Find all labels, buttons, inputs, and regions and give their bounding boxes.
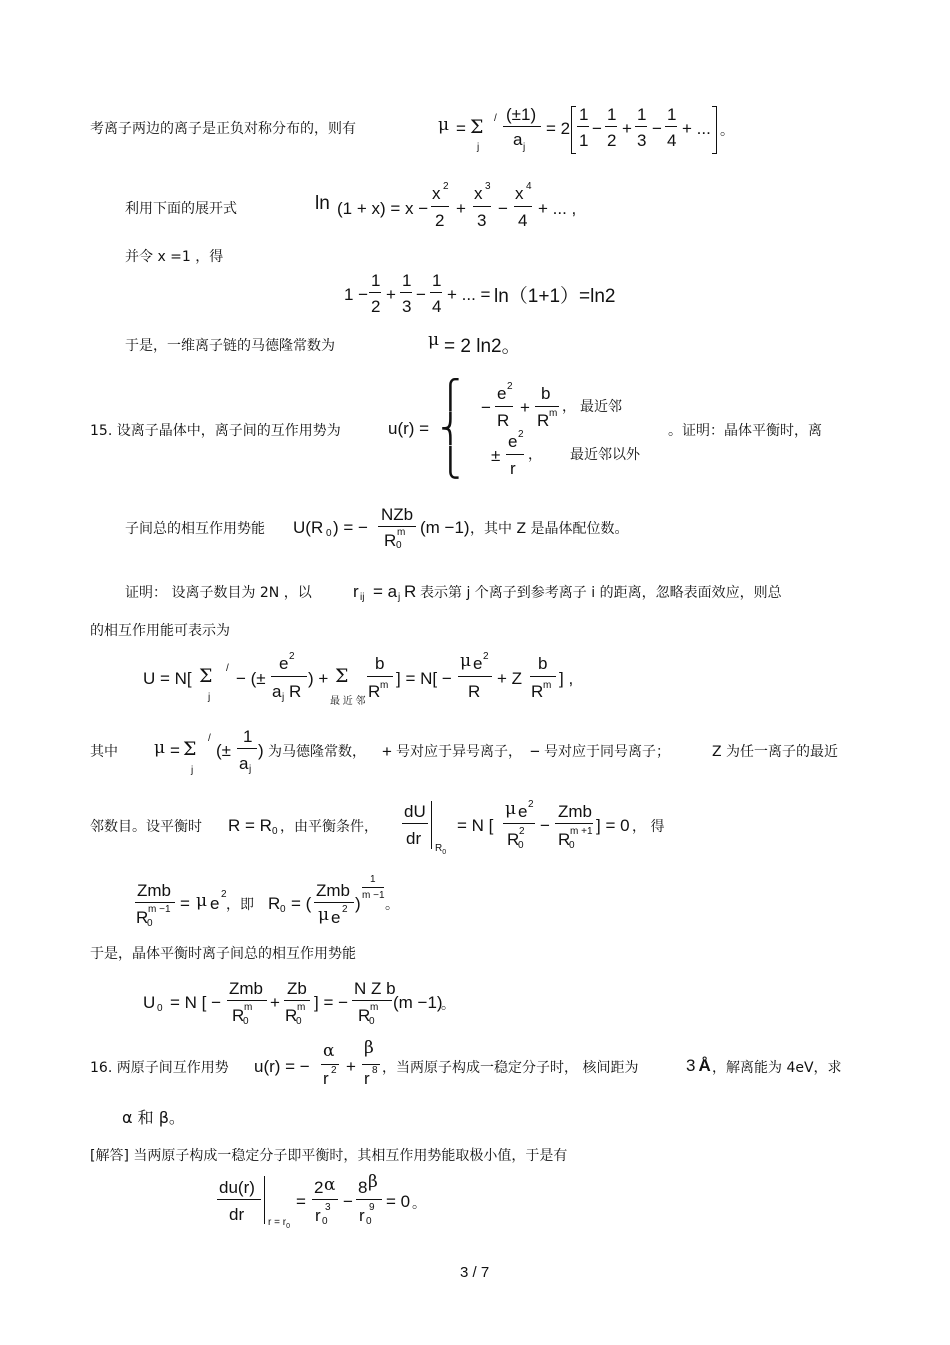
- equilibrium-line-1c: ， 得: [632, 819, 665, 835]
- problem-16-mid: ，当两原子构成一稳定分子时， 核间距为: [382, 1060, 639, 1076]
- equilibrium-line-1: 邻数目。设平衡时: [90, 819, 202, 835]
- answer-label: [解答] 当两原子构成一稳定分子即平衡时，其相互作用势能取极小值，于是有: [90, 1148, 568, 1164]
- proof-line-1: 证明： 设离子数目为 2N ，以: [125, 585, 312, 601]
- problem-16-tail: ，解离能为 4eV，求: [712, 1060, 842, 1076]
- result-intro: 于是，晶体平衡时离子间总的相互作用势能: [90, 946, 356, 962]
- equilibrium-line-1b: ，由平衡条件，: [280, 819, 378, 835]
- problem-16-line2: α 和 β。: [122, 1108, 185, 1127]
- proof-line-1b: 表示第 j 个离子到参考离子 i 的距离，忽略表面效应，则总: [420, 585, 782, 601]
- text-line-5: 于是，一维离子链的马德隆常数为: [125, 338, 335, 354]
- where-line-1e: Z 为任一离子的最近: [712, 744, 839, 760]
- page-number: 3 / 7: [460, 1264, 490, 1281]
- minus-sign: −: [530, 742, 540, 761]
- plus-sign: +: [382, 742, 392, 761]
- case-nearest: 最近邻: [580, 399, 622, 415]
- sum-nearest-label: 最 近 邻: [330, 696, 366, 707]
- text-line-1: 考离子两边的离子是正负对称分布的，则有: [90, 121, 356, 137]
- case-beyond: 最近邻以外: [570, 447, 640, 463]
- problem-16-label: 16. 两原子间互作用势: [90, 1060, 229, 1076]
- problem-15-tail: 。证明：晶体平衡时，离: [668, 423, 822, 439]
- where-line-1: 其中: [90, 744, 118, 760]
- proof-line-2: 的相互作用能可表示为: [90, 623, 230, 639]
- equilibrium-mid: ，即: [226, 897, 254, 913]
- where-line-1d: 号对应于同号离子；: [544, 744, 670, 760]
- where-line-1b: 为马德隆常数，: [268, 744, 366, 760]
- problem-15-line2: 子间总的相互作用势能: [125, 521, 265, 537]
- problem-15-line2-tail: ，其中 Z 是晶体配位数。: [470, 521, 629, 537]
- where-line-1c: 号对应于异号离子，: [396, 744, 522, 760]
- text-line-2: 利用下面的展开式: [125, 201, 237, 217]
- text-line-3: 并令 x =1 ，得: [125, 249, 224, 265]
- problem-15-label: 15. 设离子晶体中，离子间的互作用势为: [90, 423, 341, 439]
- bond-length-value: 3 Å: [686, 1056, 711, 1075]
